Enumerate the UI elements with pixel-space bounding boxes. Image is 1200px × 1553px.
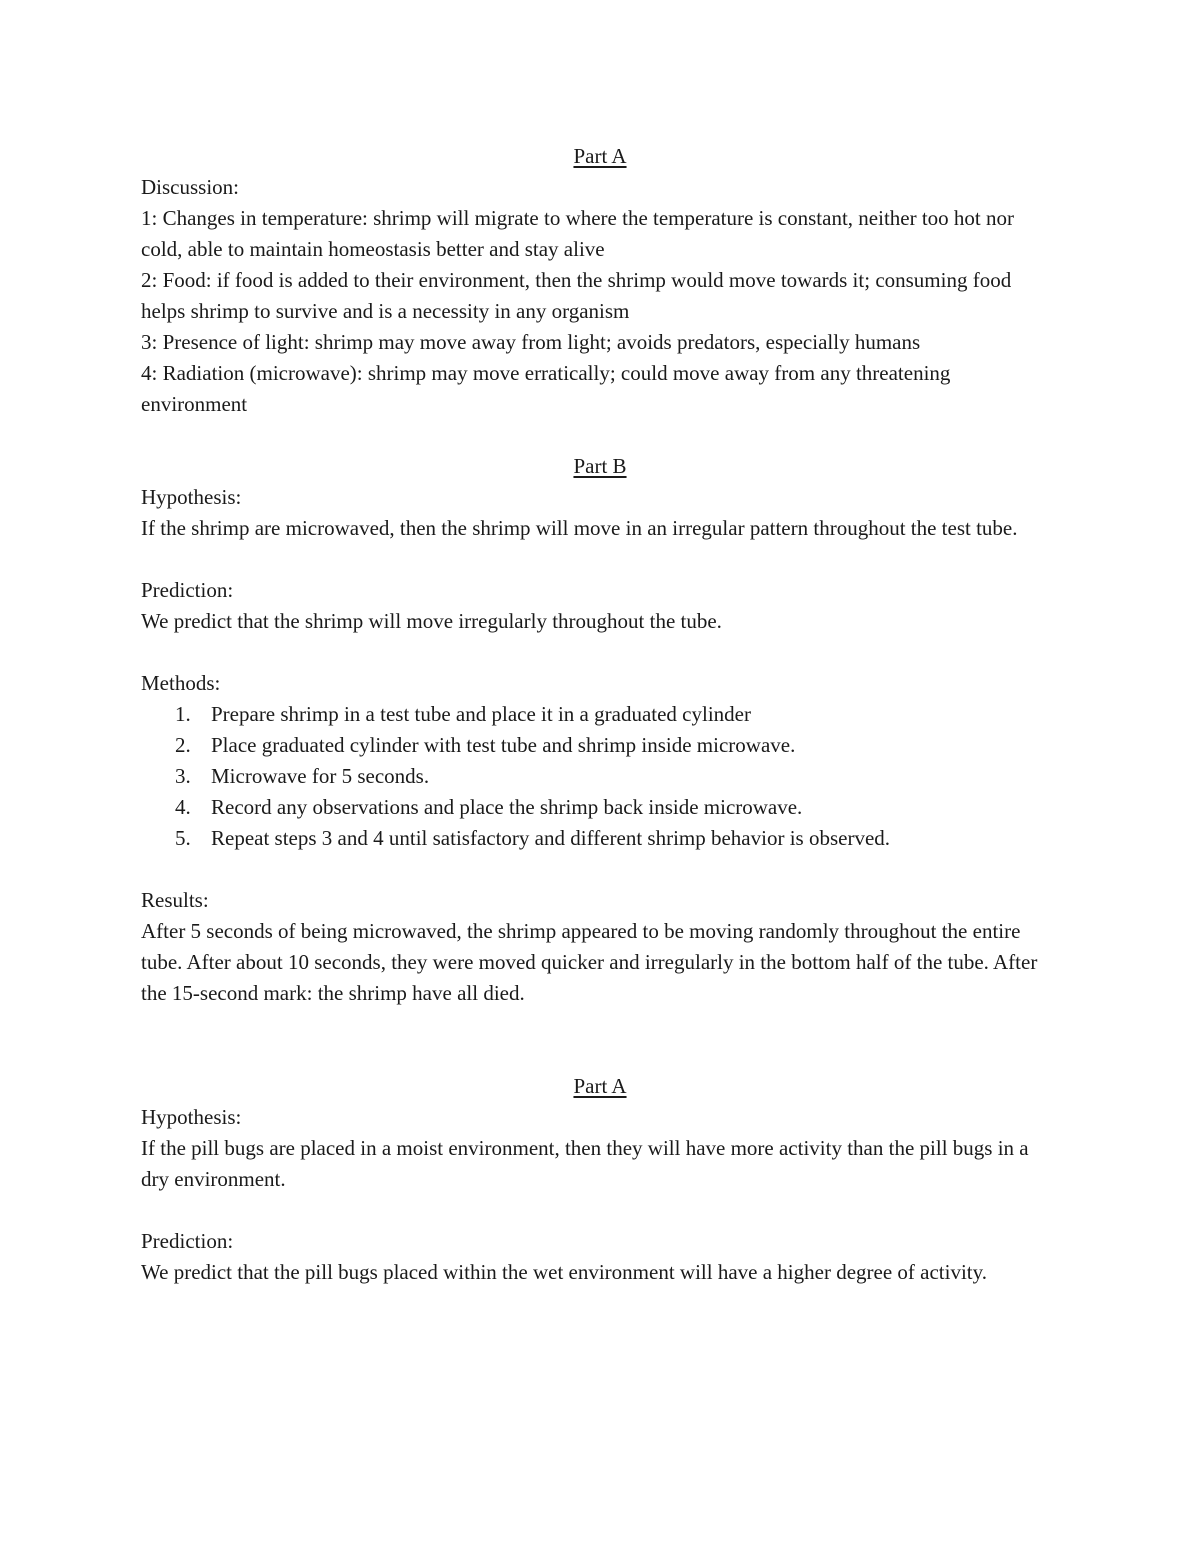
discussion-item-2: 2: Food: if food is added to their environment, then the shrimp would move towards it; consuming food helps shrimp to survive and is a necessity in any organism bbox=[141, 268, 1012, 323]
section-heading-part-b: Part B bbox=[573, 454, 627, 478]
step-text: Prepare shrimp in a test tube and place it in a graduated cylinder bbox=[211, 702, 751, 726]
step-number: 2. bbox=[175, 733, 191, 757]
discussion-item-3: 3: Presence of light: shrimp may move away from light; avoids predators, especially humans bbox=[141, 330, 921, 354]
hypothesis-text: If the shrimp are microwaved, then the shrimp will move in an irregular pattern throughout the test tube. bbox=[141, 516, 1018, 540]
discussion-item-4: 4: Radiation (microwave): shrimp may move erratically; could move away from any threatening environment bbox=[141, 361, 951, 416]
spacer bbox=[141, 1195, 1059, 1226]
prediction-text-2: We predict that the pill bugs placed within the wet environment will have a higher degree of activity. bbox=[141, 1260, 988, 1284]
results-text: After 5 seconds of being microwaved, the shrimp appeared to be moving randomly throughout the entire tube. After about 10 seconds, they were moved quicker and irregularly in the bottom half of the tube. After the 15-second mark: the shrimp have all died. bbox=[141, 919, 1038, 1005]
step-text: Place graduated cylinder with test tube and shrimp inside microwave. bbox=[211, 733, 796, 757]
document-page bbox=[141, 141, 1059, 1288]
prediction-label-2: Prediction: bbox=[141, 1229, 234, 1253]
hypothesis-label-2: Hypothesis: bbox=[141, 1105, 242, 1129]
discussion-label: Discussion: bbox=[141, 175, 240, 199]
methods-step-2 bbox=[141, 730, 1059, 761]
discussion-item-1: 1: Changes in temperature: shrimp will migrate to where the temperature is constant, neither too hot nor cold, able to maintain homeostasis better and stay alive bbox=[141, 206, 1015, 261]
methods-step-3 bbox=[141, 761, 1059, 792]
prediction-label: Prediction: bbox=[141, 578, 234, 602]
methods-label: Methods: bbox=[141, 671, 221, 695]
step-number: 1. bbox=[175, 702, 191, 726]
methods-list bbox=[141, 699, 1059, 854]
spacer bbox=[141, 544, 1059, 575]
methods-step-5 bbox=[141, 823, 1059, 854]
results-label: Results: bbox=[141, 888, 209, 912]
section-heading-part-a-2: Part A bbox=[573, 1074, 627, 1098]
step-text: Record any observations and place the shrimp back inside microwave. bbox=[211, 795, 803, 819]
step-number: 5. bbox=[175, 826, 191, 850]
methods-step-4 bbox=[141, 792, 1059, 823]
spacer bbox=[141, 1009, 1059, 1071]
spacer bbox=[141, 854, 1059, 885]
step-number: 3. bbox=[175, 764, 191, 788]
hypothesis-text-2: If the pill bugs are placed in a moist environment, then they will have more activity than the pill bugs in a dry environment. bbox=[141, 1136, 1029, 1191]
methods-step-1 bbox=[141, 699, 1059, 730]
step-number: 4. bbox=[175, 795, 191, 819]
step-text: Microwave for 5 seconds. bbox=[211, 764, 430, 788]
spacer bbox=[141, 637, 1059, 668]
section-heading-part-a: Part A bbox=[573, 144, 627, 168]
hypothesis-label: Hypothesis: bbox=[141, 485, 242, 509]
spacer bbox=[141, 420, 1059, 451]
prediction-text: We predict that the shrimp will move irregularly throughout the tube. bbox=[141, 609, 722, 633]
step-text: Repeat steps 3 and 4 until satisfactory and different shrimp behavior is observed. bbox=[211, 826, 891, 850]
